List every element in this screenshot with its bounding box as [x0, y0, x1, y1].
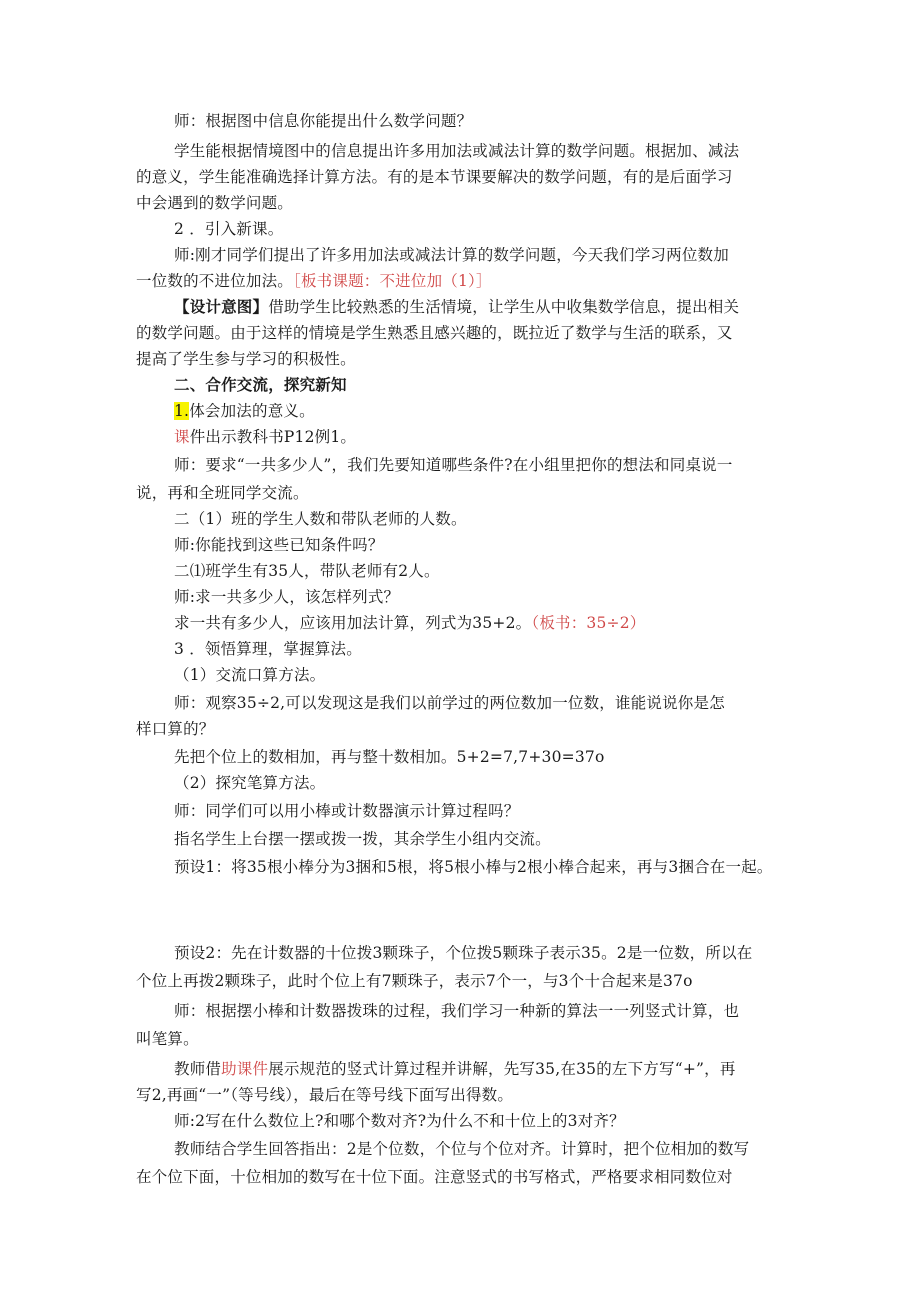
paragraph-line: 说，再和全班同学交流。 [136, 484, 309, 502]
paragraph-text: 体会加法的意义。 [189, 402, 315, 420]
design-intent-line [174, 296, 739, 318]
board-annotation: （板书：35÷2） [531, 614, 646, 632]
paragraph-line: 师：要求“一共多少人”，我们先要知道哪些条件?在小组里把你的想法和同桌说一 [174, 456, 733, 474]
paragraph-line: 教师结合学生回答指出：2是个位数，个位与个位对齐。计算时，把个位相加的数写 [174, 1140, 750, 1158]
paragraph-line: 在个位下面，十位相加的数写在十位下面。注意竖式的书写格式，严格要求相同数位对 [136, 1168, 733, 1186]
red-text: 助课件 [221, 1060, 269, 1078]
design-intent-label: 【设计意图】 [174, 297, 269, 316]
paragraph-line: 师：根据摆小棒和计数器拨珠的过程，我们学习一种新的算法一一列竖式计算，也 [174, 1002, 740, 1020]
paragraph-line [174, 426, 356, 448]
paragraph-line: 叫笔算。 [136, 1030, 199, 1048]
section-heading: 二、合作交流，探究新知 [174, 375, 347, 394]
subsection-heading: （1）交流口算方法。 [174, 666, 326, 684]
paragraph-text: 求一共有多少人，应该用加法计算，列式为35+2。 [174, 614, 532, 632]
paragraph-line: 的意义，学生能准确选择计算方法。有的是本节课要解决的数学问题，有的是后面学习 [136, 168, 733, 186]
paragraph-text: 借助学生比较熟悉的生活情境，让学生从中收集数学信息，提出相关 [268, 298, 740, 316]
highlighted-number: 1. [174, 402, 190, 420]
paragraph-line: 师：观察35÷2,可以发现这是我们以前学过的两位数加一位数，谁能说说你是怎 [174, 694, 725, 712]
subsection-heading [174, 400, 315, 422]
paragraph-line [136, 270, 492, 292]
paragraph-text: 展示规范的竖式计算过程并讲解，先写35,在35的左下方写“+”，再 [268, 1060, 736, 1078]
paragraph-text: 教师借 [174, 1060, 222, 1078]
paragraph-line: 师:2写在什么数位上?和哪个数对齐?为什么不和十位上的3对齐？ [174, 1112, 625, 1130]
paragraph-line: 二⑴班学生有35人，带队老师有2人。 [174, 562, 440, 580]
paragraph-line: 先把个位上的数相加，再与整十数相加。5+2=7,7+30=37o [174, 748, 605, 766]
paragraph-line: 师：根据图中信息你能提出什么数学问题？ [174, 112, 473, 130]
section-heading: 3 ．领悟算理，掌握算法。 [174, 640, 362, 658]
section-heading: 2 ．引入新课。 [174, 220, 284, 238]
paragraph-line: 师:刚才同学们提出了许多用加法或减法计算的数学问题，今天我们学习两位数加 [174, 246, 729, 264]
paragraph-line: 提高了学生参与学习的积极性。 [136, 350, 356, 368]
paragraph-line: 师:求一共多少人，该怎样列式？ [174, 588, 400, 606]
paragraph-line: 写2,再画“一”（等号线），最后在等号线下面写出得数。 [136, 1086, 514, 1104]
paragraph-line: 师：同学们可以用小棒或计数器演示计算过程吗？ [174, 802, 520, 820]
paragraph-line: 师:你能找到这些已知条件吗？ [174, 536, 384, 554]
paragraph-line: 中会遇到的数学问题。 [136, 194, 294, 212]
paragraph-text: 件出示教科书P12例1。 [189, 428, 357, 446]
paragraph-line: 预设2：先在计数器的十位拨3颗珠子，个位拨5颗珠子表示35。2是一位数，所以在 [174, 944, 753, 962]
paragraph-line [174, 1058, 736, 1080]
paragraph-line [174, 612, 646, 634]
paragraph-text: 一位数的不进位加法。 [136, 272, 294, 290]
paragraph-line: 个位上再拨2颗珠子，此时个位上有7颗珠子，表示7个一，与3个十合起来是37o [136, 972, 693, 990]
paragraph-line: 样口算的？ [136, 720, 215, 738]
red-text: 课 [174, 428, 190, 446]
subsection-heading: （2）探究笔算方法。 [174, 774, 326, 792]
board-title-annotation: ［板书课题：不进位加（1）］ [293, 272, 492, 290]
paragraph-line: 二（1）班的学生人数和带队老师的人数。 [174, 510, 467, 528]
paragraph-line: 学生能根据情境图中的信息提出许多用加法或减法计算的数学问题。根据加、减法 [174, 142, 740, 160]
paragraph-line: 的数学问题。由于这样的情境是学生熟悉且感兴趣的，既拉近了数学与生活的联系，又 [136, 324, 733, 342]
paragraph-line: 指名学生上台摆一摆或拨一拨，其余学生小组内交流。 [174, 830, 551, 848]
paragraph-line: 预设1：将35根小棒分为3捆和5根，将5根小棒与2根小棒合起来，再与3捆合在一起。 [174, 858, 773, 876]
